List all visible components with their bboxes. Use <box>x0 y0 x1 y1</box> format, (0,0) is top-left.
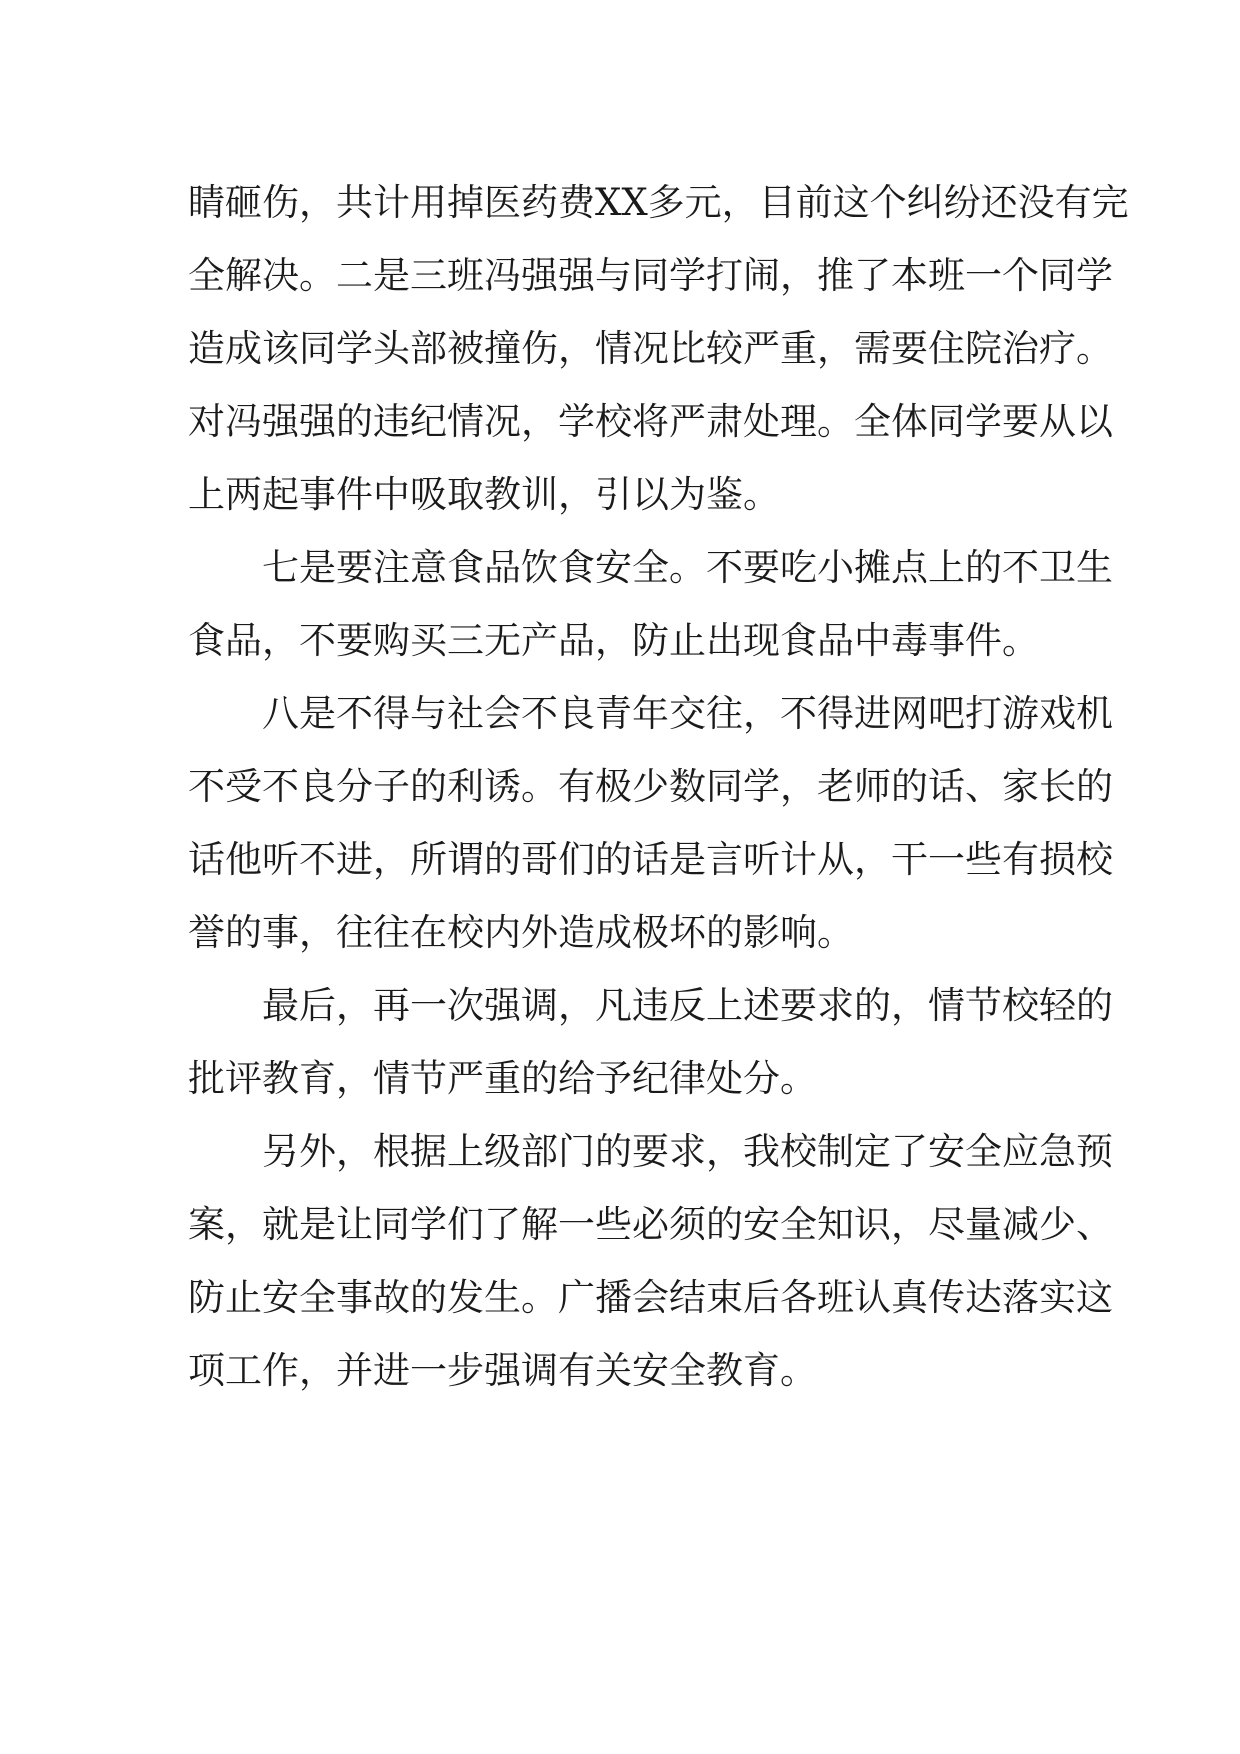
text-line: 上两起事件中吸取教训，引以为鉴。 <box>188 473 780 516</box>
text-line: 另外，根据上级部门的要求，我校制定了安全应急预 <box>262 1130 1113 1173</box>
document-body <box>188 166 1129 1407</box>
paragraph-social-conduct <box>188 677 1113 969</box>
text-line: 案，就是让同学们了解一些必须的安全知识，尽量减少、 <box>188 1203 1113 1246</box>
text-line: 全解决。二是三班冯强强与同学打闹，推了本班一个同学 <box>188 254 1113 297</box>
text-line: 防止安全事故的发生。广播会结束后各班认真传达落实这 <box>188 1276 1113 1319</box>
text-line: 七是要注意食品饮食安全。不要吃小摊点上的不卫生 <box>262 546 1113 589</box>
paragraph-food-safety <box>188 531 1113 677</box>
text-line: 不受不良分子的利诱。有极少数同学，老师的话、家长的 <box>188 765 1113 808</box>
text-line: 造成该同学头部被撞伤，情况比较严重，需要住院治疗。 <box>188 327 1113 370</box>
text-line: 话他听不进，所谓的哥们的话是言听计从，干一些有损校 <box>188 838 1113 881</box>
paragraph-emergency-plan <box>188 1115 1113 1407</box>
text-line: 睛砸伤，共计用掉医药费XX多元，目前这个纠纷还没有完 <box>188 181 1129 224</box>
paragraph-final-emphasis <box>188 969 1113 1115</box>
text-line: 八是不得与社会不良青年交往，不得进网吧打游戏机 <box>262 692 1113 735</box>
text-line: 最后，再一次强调，凡违反上述要求的，情节校轻的 <box>262 984 1113 1027</box>
paragraph-injury-incidents <box>188 166 1129 531</box>
text-line: 食品，不要购买三无产品，防止出现食品中毒事件。 <box>188 619 1039 662</box>
text-line: 对冯强强的违纪情况，学校将严肃处理。全体同学要从以 <box>188 400 1113 443</box>
text-line: 批评教育，情节严重的给予纪律处分。 <box>188 1057 817 1100</box>
text-line: 项工作，并进一步强调有关安全教育。 <box>188 1349 817 1392</box>
text-line: 誉的事，往往在校内外造成极坏的影响。 <box>188 911 854 954</box>
